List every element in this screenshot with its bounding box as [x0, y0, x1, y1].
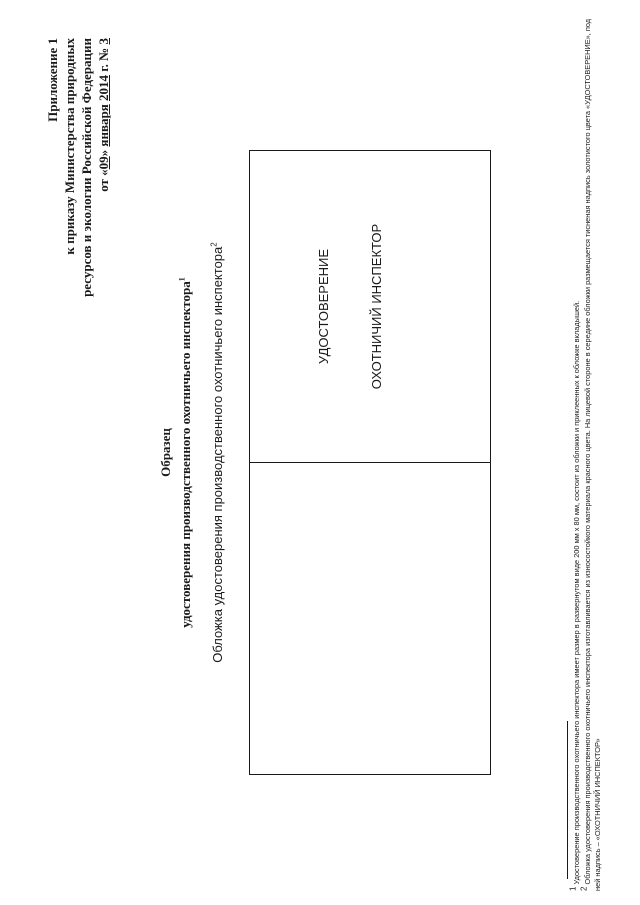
- footnote-1: [568, 11, 583, 891]
- footnote-2-text: Обложка удостоверения производственного охотничьего инспектора изготавливается из износостойкого материала красного цвета. На лицевой стороне в середине обложки размещается тисненая надпись золотистого цвета «УДОСТОВЕРЕНИЕ», под ней надпись – «ОХОТНИЧИЙ ИНСПЕКТОР»: [582, 18, 602, 891]
- order-number: 3: [96, 38, 111, 45]
- appendix-ministry: ресурсов и экологии Российской Федерации: [79, 38, 94, 297]
- footnotes: [568, 11, 604, 891]
- footnote-1-mark: 1: [568, 886, 578, 891]
- footnote-separator: [567, 721, 568, 879]
- order-number-prefix: г. №: [96, 47, 111, 72]
- footnote-ref-2: 2: [209, 242, 219, 247]
- footnote-2: [579, 11, 604, 891]
- footnote-ref-1: 1: [177, 277, 187, 282]
- date-mid: »: [96, 149, 111, 157]
- appendix-date-line: [95, 38, 112, 297]
- appendix-header: [44, 38, 112, 297]
- footnote-1-text: Удостоверение производственного охотничьего инспектора имеет размер в развернутом виде 200 мм х 80 мм, состоит из обложки и приклеенных к обложке вкладышей.: [572, 300, 581, 885]
- cover-inscription-top: УДОСТОВЕРЕНИЕ: [316, 248, 331, 365]
- date-month: января: [96, 104, 111, 147]
- appendix-order-ref: к приказу Министерства природных: [62, 38, 77, 255]
- cover-inscription-bottom: ОХОТНИЧИЙ ИНСПЕКТОР: [369, 223, 384, 390]
- document-subtitle: [178, 0, 194, 905]
- cover-caption-text: Обложка удостоверения производственного охотничьего инспектора: [210, 246, 225, 663]
- appendix-number: Приложение 1: [45, 38, 60, 122]
- date-year: 2014: [96, 75, 111, 102]
- cover-back-panel: [250, 462, 490, 774]
- document-title: Образец: [158, 428, 173, 477]
- date-day: 09: [96, 156, 111, 170]
- cover-caption: [210, 0, 225, 905]
- subtitle-text: удостоверения производственного охотничьего инспектора: [178, 281, 193, 628]
- date-prefix: от «: [96, 169, 111, 192]
- cover-diagram: [249, 150, 491, 775]
- cover-front-panel: [250, 151, 490, 462]
- footnote-2-mark: 2: [579, 886, 589, 891]
